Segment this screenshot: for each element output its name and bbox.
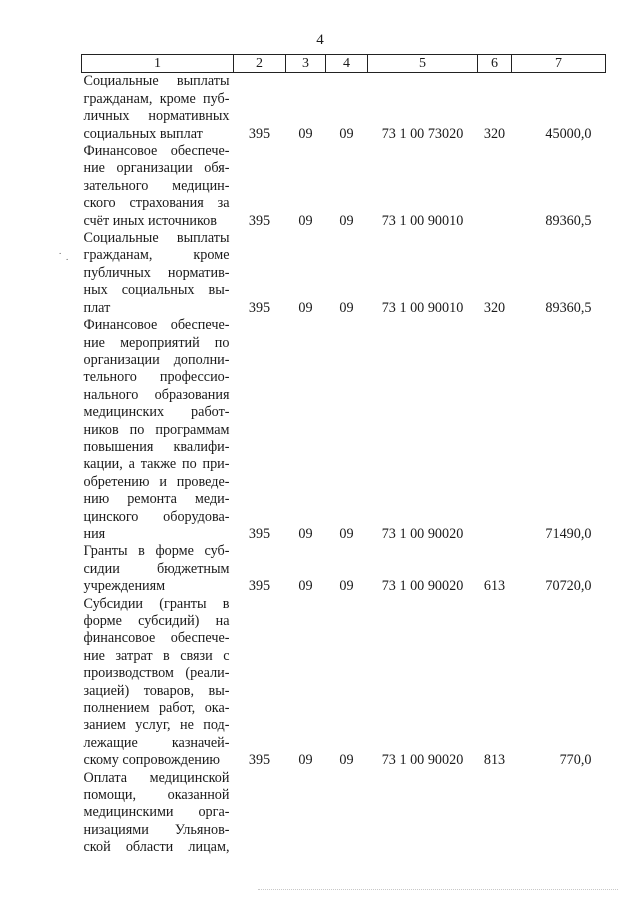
description-line: организации дополни-: [83, 351, 230, 368]
row-expense-type: 320: [483, 125, 506, 142]
description-line: зательного медицин-: [83, 177, 230, 194]
row-subsection: 09: [339, 125, 354, 142]
table-row: [82, 230, 606, 317]
table-body: [82, 73, 606, 857]
description-line: нию ремонта меди-: [83, 491, 230, 508]
row-target-article: 73 1 00 90020: [381, 752, 464, 769]
description-line: сидии бюджетным: [83, 560, 230, 577]
row-section: 09: [298, 125, 313, 142]
description-line: Социальные выплаты: [83, 73, 230, 90]
page-number: 4: [316, 32, 324, 48]
description-line: ния: [83, 525, 106, 542]
row-amount: [512, 770, 606, 857]
table-row: [82, 770, 606, 857]
row-expense-type: [478, 770, 512, 857]
row-admin-code: 395: [248, 299, 271, 316]
row-description: [82, 770, 234, 857]
description-line: полнением работ, ока-: [83, 700, 230, 717]
description-line: низациями Ульянов-: [83, 821, 230, 838]
description-line: нального образования: [83, 386, 230, 403]
budget-table: [81, 54, 606, 857]
header-col-6: 6: [478, 55, 512, 73]
row-amount: 89360,5: [545, 212, 592, 229]
description-line: скому сопровождению: [83, 752, 221, 769]
description-line: лежащие казначей-: [83, 734, 230, 751]
row-section: 09: [298, 578, 313, 595]
row-subsection: 09: [339, 525, 354, 542]
description-line: форме субсидий) на: [83, 613, 230, 629]
row-expense-type: 813: [483, 752, 506, 769]
row-admin-code: [234, 770, 286, 857]
row-expense-type: 613: [483, 578, 506, 595]
row-expense-type: 320: [483, 299, 506, 316]
description-line: плат: [83, 299, 111, 316]
row-admin-code: 395: [248, 212, 271, 229]
table-row: [82, 317, 606, 543]
row-subsection: 09: [339, 299, 354, 316]
description-line: медицинских работ-: [83, 404, 230, 421]
scan-speck: .: [59, 246, 62, 256]
row-admin-code: 395: [248, 578, 271, 595]
header-row: [82, 55, 606, 73]
description-line: кации, а также по при-: [83, 456, 230, 473]
description-line: личных нормативных: [83, 108, 230, 125]
row-target-article: 73 1 00 90020: [381, 578, 464, 595]
description-line: Субсидии (гранты в: [83, 595, 230, 612]
row-section: 09: [298, 212, 313, 229]
description-line: ского страхования за: [83, 195, 230, 212]
description-line: зацией) товаров, вы-: [83, 682, 230, 699]
header-col-4: 4: [326, 55, 368, 73]
description-line: помощи, оказанной: [83, 787, 230, 804]
row-amount: 70720,0: [545, 578, 592, 595]
row-amount: 89360,5: [545, 299, 592, 316]
table-row: [82, 73, 606, 143]
table-row: [82, 596, 606, 770]
description-line: повышения квалифи-: [83, 438, 230, 455]
description-line: ской области лицам,: [83, 839, 230, 856]
row-description: [82, 73, 234, 143]
row-amount: 45000,0: [545, 125, 592, 142]
row-subsection: 09: [339, 212, 354, 229]
row-description: [82, 543, 234, 595]
description-line: ников по программам: [83, 421, 230, 438]
row-target-article: 73 1 00 90010: [381, 212, 464, 229]
description-line: учреждениям: [83, 578, 166, 595]
description-line: ных социальных вы-: [83, 282, 230, 299]
row-expense-type: [478, 317, 512, 543]
scan-speck: .: [66, 252, 69, 262]
row-target-article: 73 1 00 90020: [381, 525, 464, 542]
description-line: гражданам, кроме: [83, 247, 230, 264]
description-line: цинского оборудова-: [83, 508, 230, 525]
description-line: производством (реали-: [83, 665, 230, 682]
description-line: публичных норматив-: [83, 264, 230, 281]
row-description: [82, 596, 234, 770]
description-line: Социальные выплаты: [83, 230, 230, 247]
description-line: Гранты в форме суб-: [83, 543, 230, 560]
row-target-article: 73 1 00 90010: [381, 299, 464, 316]
description-line: ние мероприятий по: [83, 334, 230, 351]
header-col-5: 5: [368, 55, 478, 73]
row-amount: 71490,0: [545, 525, 592, 542]
header-col-2: 2: [234, 55, 286, 73]
row-admin-code: 395: [248, 125, 271, 142]
row-admin-code: 395: [248, 525, 271, 542]
table-row: [82, 543, 606, 595]
row-admin-code: 395: [248, 752, 271, 769]
row-section: 09: [298, 525, 313, 542]
row-amount: 770,0: [559, 752, 592, 769]
description-line: гражданам, кроме пуб-: [83, 90, 230, 107]
table-row: [82, 143, 606, 230]
header-col-7: 7: [512, 55, 606, 73]
row-description: [82, 230, 234, 317]
description-line: Финансовое обеспече-: [83, 143, 230, 160]
row-subsection: 09: [339, 578, 354, 595]
description-line: медицинскими орга-: [83, 804, 230, 821]
description-line: Оплата медицинской: [83, 769, 230, 786]
row-subsection: [326, 770, 368, 857]
description-line: счёт иных источников: [83, 212, 217, 229]
description-line: тельного профессио-: [83, 369, 230, 386]
scan-footer-line: [258, 889, 618, 891]
row-section: 09: [298, 299, 313, 316]
header-col-1: 1: [82, 55, 234, 73]
row-target-article: [368, 770, 478, 857]
description-line: социальных выплат: [83, 125, 203, 142]
description-line: ние затрат в связи с: [83, 647, 230, 664]
row-description: [82, 317, 234, 543]
row-target-article: 73 1 00 73020: [381, 125, 464, 142]
row-section: [286, 770, 326, 857]
row-expense-type: [478, 143, 512, 230]
description-line: обретению и проведе-: [83, 473, 230, 490]
row-subsection: 09: [339, 752, 354, 769]
row-description: [82, 143, 234, 230]
header-col-3: 3: [286, 55, 326, 73]
description-line: занием услуг, не под-: [83, 717, 230, 734]
row-section: 09: [298, 752, 313, 769]
description-line: финансовое обеспече-: [83, 630, 230, 647]
description-line: Финансовое обеспече-: [83, 317, 230, 334]
description-line: ние организации обя-: [83, 160, 230, 177]
